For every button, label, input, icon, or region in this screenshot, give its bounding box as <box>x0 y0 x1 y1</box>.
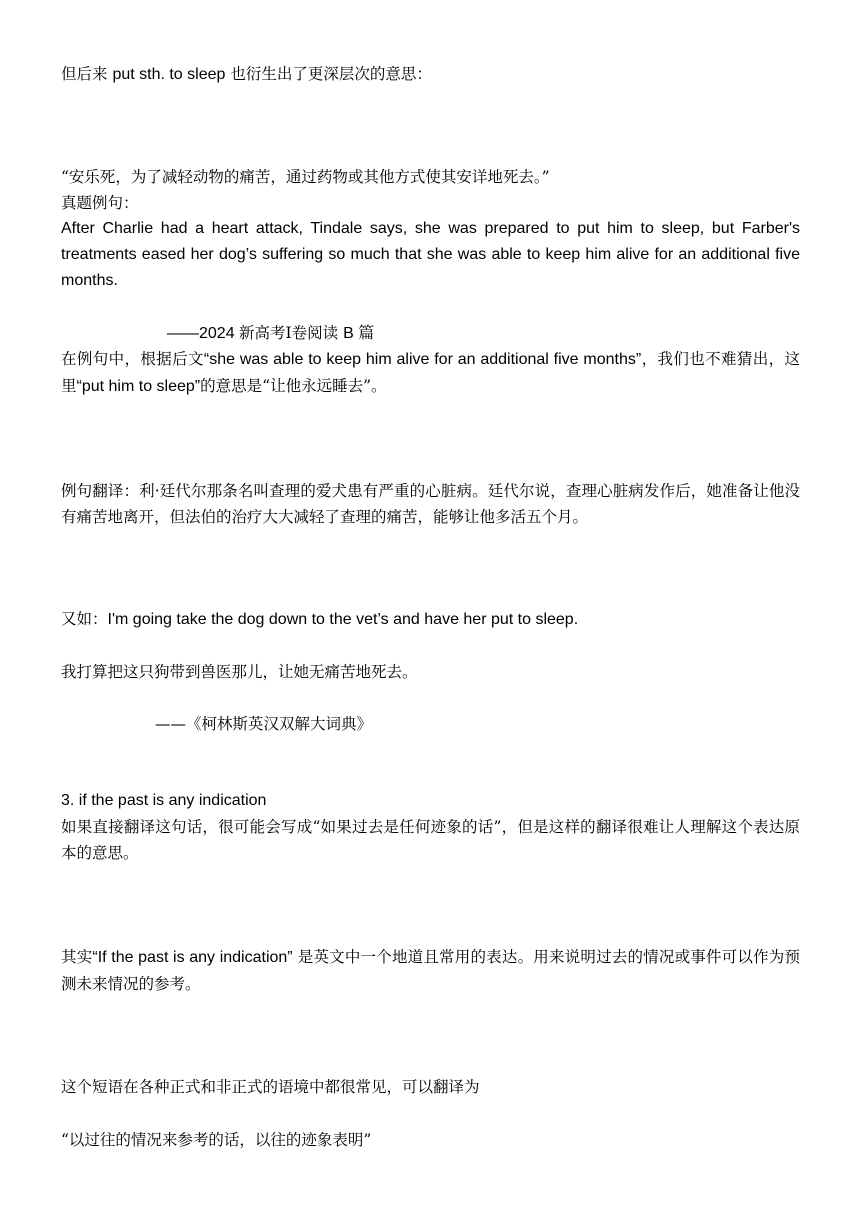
section3-p1-text-2: ，但是这样的翻译很难让人理解这个表达原本的意思。 <box>61 818 800 862</box>
another-example-translation: 我打算把这只狗带到兽医那儿，让她无痛苦地死去。 <box>61 663 418 681</box>
section3-paragraph-4: “以过往的情况来参考的话，以往的迹象表明” <box>61 1131 372 1149</box>
example-sentence: After Charlie had a heart attack, Tindale says, she was prepared to put him to sleep, but Farber's treatments eased her dog’s suffering so much that she was able to keep him alive for an additional five months. <box>61 220 800 289</box>
example-label: 真题例句： <box>61 194 139 212</box>
analysis-quote-2: “put him to sleep” <box>76 378 201 395</box>
analysis-text-3: 的意思是 <box>200 377 263 395</box>
another-example-sentence: I'm going take the dog down to the vet’s and have her put to sleep. <box>107 611 579 628</box>
intro-paragraph <box>61 61 800 88</box>
collins-source: ——《柯林斯英汉双解大词典》 <box>155 715 373 733</box>
example-source-exam: 新高考Ⅰ卷阅读 <box>239 324 344 342</box>
section3-paragraph-3: 这个短语在各种正式和非正式的语境中都很常见，可以翻译为 <box>61 1078 480 1096</box>
section3-paragraph-1 <box>61 814 800 866</box>
section3-title: 3. if the past is any indication <box>61 792 267 809</box>
another-example-label: 又如： <box>61 610 108 628</box>
intro-phrase: put sth. to sleep <box>112 66 226 83</box>
definition-paragraph: “安乐死，为了减轻动物的痛苦，通过药物或其他方式使其安详地死去。” <box>61 168 550 186</box>
example-source <box>167 320 374 347</box>
intro-cn-suffix: 也衍生出了更深层次的意思： <box>225 65 432 83</box>
section3-p2-quote: “If the past is any indication” <box>92 949 293 966</box>
example-source-year: ——2024 <box>167 325 240 342</box>
section3-p1-text-1: 如果直接翻译这句话，很可能会写成 <box>61 818 313 836</box>
intro-cn-prefix: 但后来 <box>61 65 113 83</box>
analysis-text-2: ，我们也不难猜出，这里 <box>61 350 800 395</box>
section3-p1-quote: “如果过去是任何迹象的话” <box>312 818 502 836</box>
analysis-paragraph <box>61 346 800 400</box>
analysis-quote-3: “让他永远睡去” <box>262 377 371 395</box>
example-source-part: B 篇 <box>343 325 375 342</box>
section3-p2-text-1: 其实 <box>61 948 93 966</box>
translation-paragraph: 例句翻译：利·廷代尔那条名叫查理的爱犬患有严重的心脏病。廷代尔说，查理心脏病发作后，她准备让他没有痛苦地离开，但法伯的治疗大大减轻了查理的痛苦，能够让他多活五个月。 <box>61 482 800 526</box>
analysis-text-4: 。 <box>371 377 387 395</box>
analysis-quote-1: “she was able to keep him alive for an additional five months” <box>203 351 642 368</box>
section3-p2-text-2: 是英文中一个地道且常用的表达。用来说明过去的情况或事件可以作为预测未来情况的参考。 <box>61 948 800 993</box>
another-example <box>61 606 800 633</box>
section3-paragraph-2 <box>61 944 800 997</box>
analysis-text-1: 在例句中，根据后文 <box>61 350 204 368</box>
